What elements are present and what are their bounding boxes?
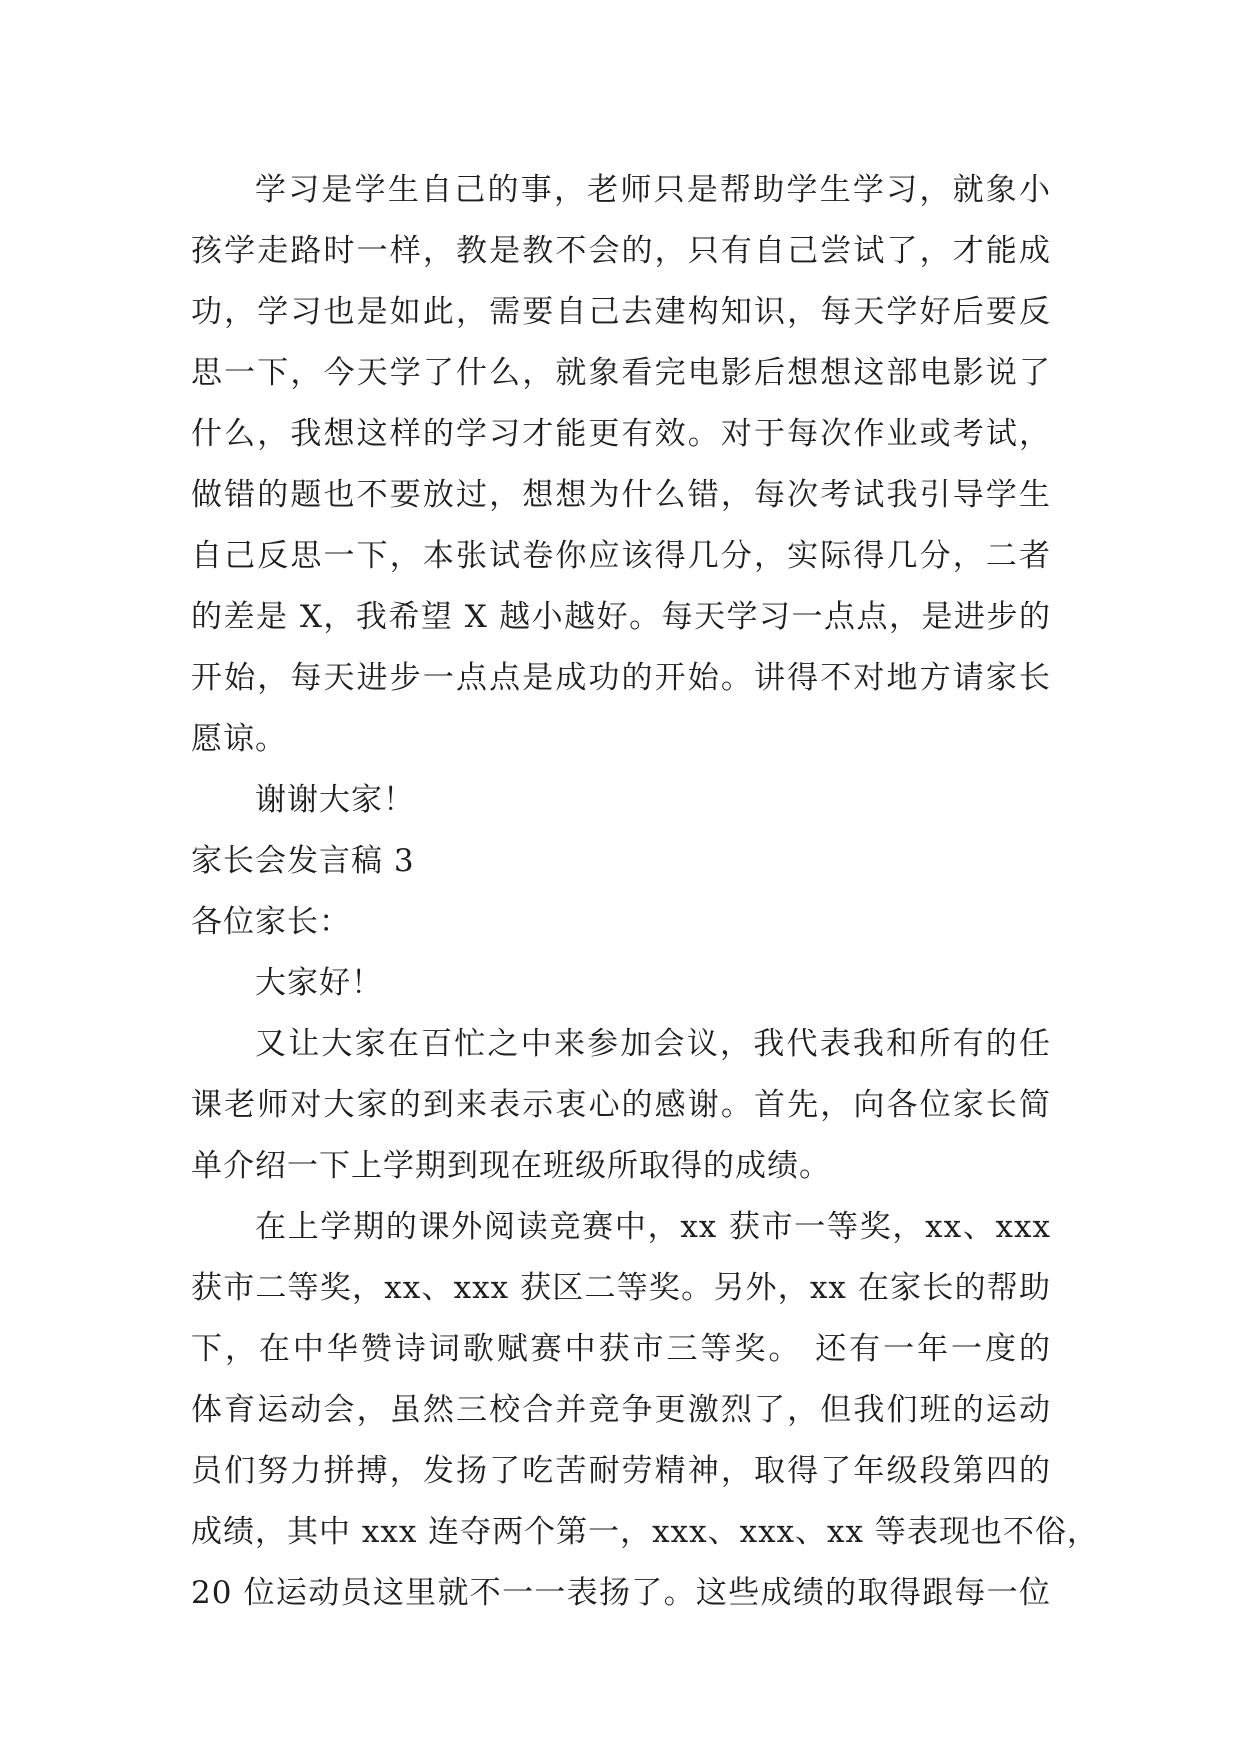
text-line: 在上学期的课外阅读竞赛中，xx 获市一等奖，xx、xxx [255,1209,1051,1245]
document-body [191,160,1099,1624]
text-line: 思一下，今天学了什么，就象看完电影后想想这部电影说了 [191,355,1051,391]
paragraph-introduction [191,1014,1051,1197]
text-line: 成绩，其中 xxx 连夺两个第一，xxx、xxx、xx 等表现也不俗， [191,1514,1099,1550]
paragraph-study-reflection [191,160,1051,770]
text-line: 开始，每天进步一点点是成功的开始。讲得不对地方请家长 [191,660,1051,696]
text-line: 孩学走路时一样，教是教不会的，只有自己尝试了，才能成 [191,233,1051,269]
text-line: 学习是学生自己的事，老师只是帮助学生学习，就象小 [255,172,1051,208]
text-line: 课老师对大家的到来表示衷心的感谢。首先，向各位家长简 [191,1087,1051,1123]
text-line: 什么，我想这样的学习才能更有效。对于每次作业或考试， [191,416,1051,452]
text-line: 单介绍一下上学期到现在班级所取得的成绩。 [191,1148,831,1184]
paragraph-achievements [191,1197,1099,1624]
text-line: 大家好！ [255,965,383,1001]
text-line: 自己反思一下，本张试卷你应该得几分，实际得几分，二者 [191,538,1051,574]
speech-heading [191,831,1051,892]
text-line: 下，在中华赞诗词歌赋赛中获市三等奖。 还有一年一度的 [191,1331,1051,1367]
text-line: 家长会发言稿 3 [191,843,415,879]
text-line: 功，学习也是如此，需要自己去建构知识，每天学好后要反 [191,294,1051,330]
paragraph-thanks [191,770,1051,831]
text-line: 又让大家在百忙之中来参加会议，我代表我和所有的任 [255,1026,1051,1062]
salutation [191,892,1051,953]
text-line: 20 位运动员这里就不一一表扬了。这些成绩的取得跟每一位 [191,1575,1051,1611]
greeting [191,953,1051,1014]
text-line: 谢谢大家！ [255,782,415,818]
text-line: 体育运动会，虽然三校合并竞争更激烈了，但我们班的运动 [191,1392,1051,1428]
text-line: 获市二等奖，xx、xxx 获区二等奖。另外，xx 在家长的帮助 [191,1270,1051,1306]
text-line: 愿谅。 [191,721,287,757]
text-line: 员们努力拼搏，发扬了吃苦耐劳精神，取得了年级段第四的 [191,1453,1051,1489]
text-line: 做错的题也不要放过，想想为什么错，每次考试我引导学生 [191,477,1051,513]
text-line: 各位家长： [191,904,351,940]
text-line: 的差是 X，我希望 X 越小越好。每天学习一点点，是进步的 [191,599,1051,635]
